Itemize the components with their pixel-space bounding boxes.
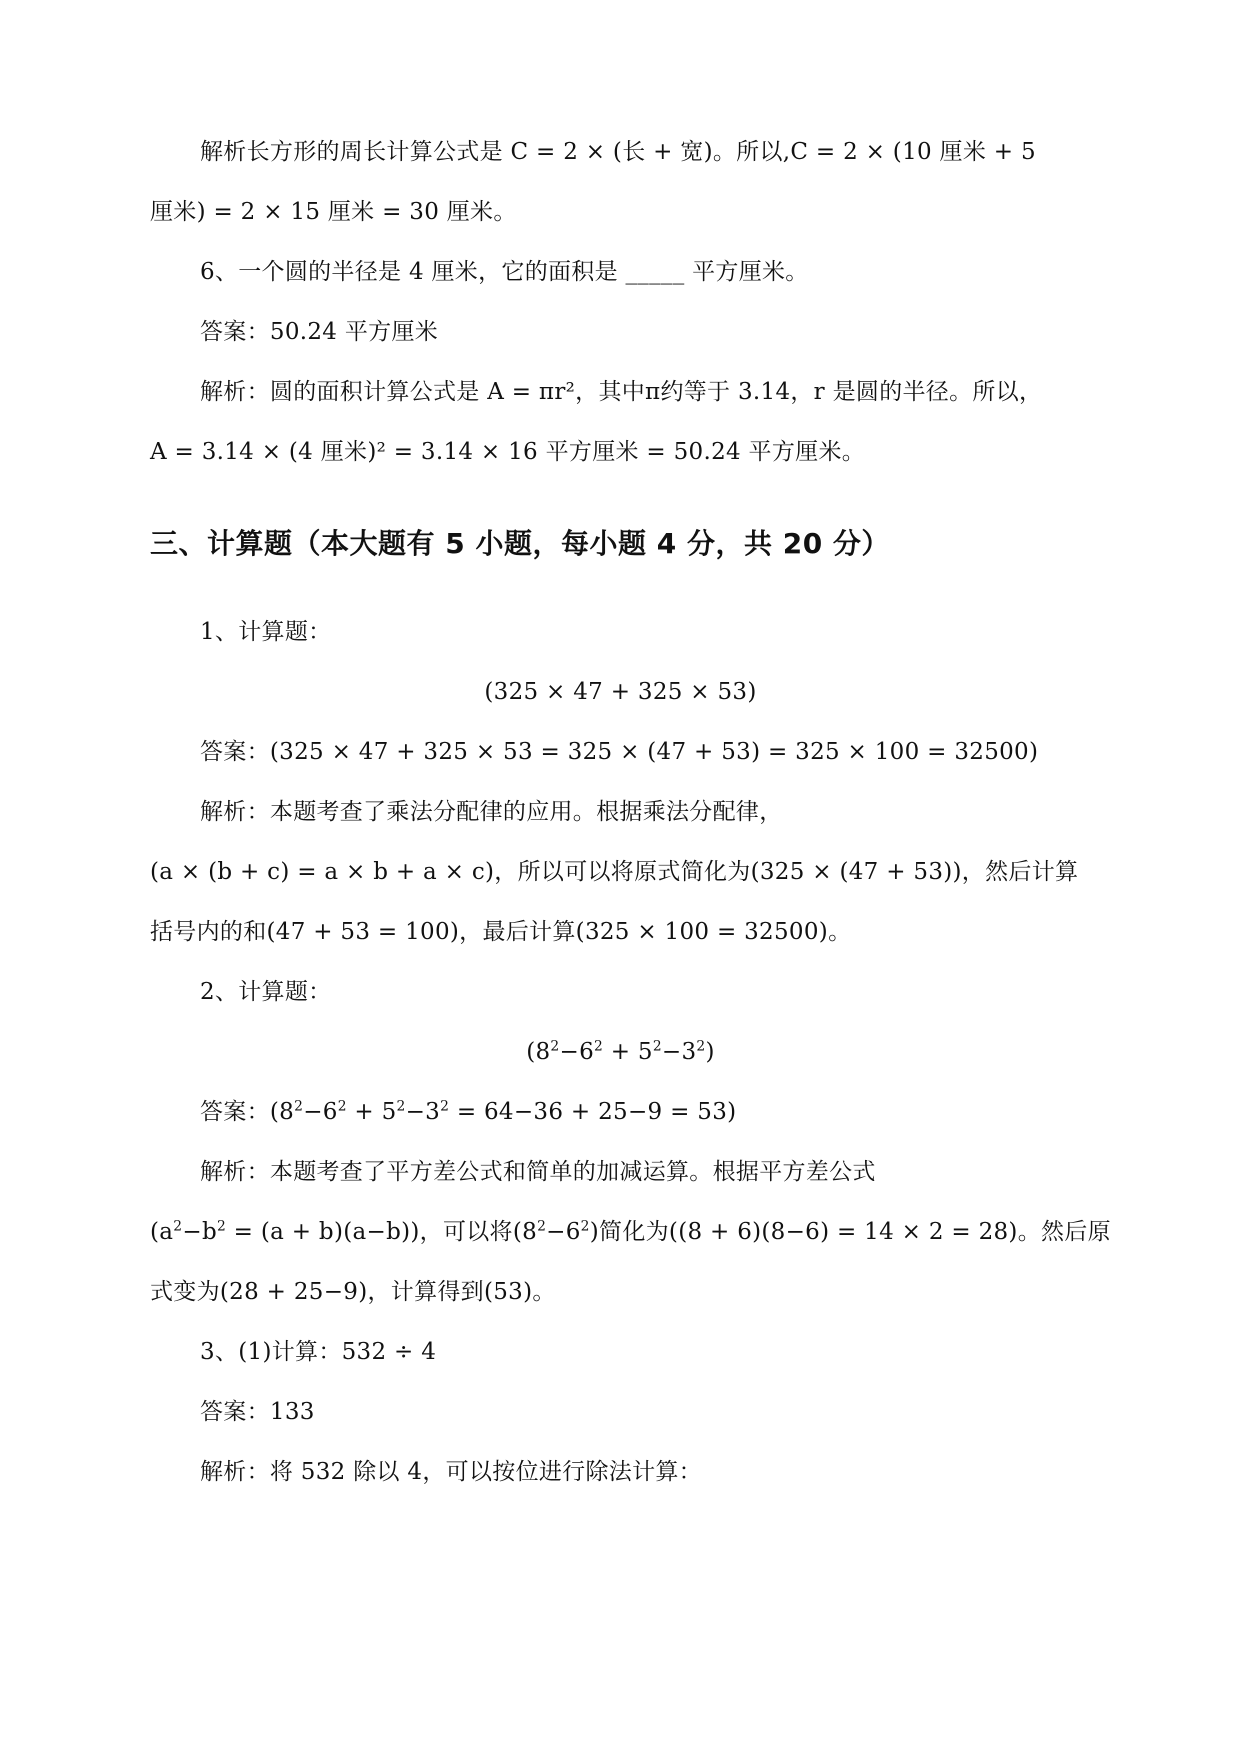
- section-heading: 三、计算题（本大题有 5 小题，每小题 4 分，共 20 分）: [150, 527, 890, 560]
- analysis-2: 解析：本题考查了平方差公式和简单的加减运算。根据平方差公式: [200, 1159, 876, 1185]
- expr-part: −6: [546, 1219, 581, 1245]
- question-6: 6、一个圆的半径是 4 厘米，它的面积是 _____ 平方厘米。: [200, 259, 809, 285]
- expr-part: (8: [526, 1039, 551, 1065]
- expression-1: (325 × 47 + 325 × 53): [484, 679, 757, 705]
- exponent: 2: [550, 1038, 560, 1055]
- expr-part: −3: [405, 1099, 441, 1125]
- question-3: 3、(1)计算：532 ÷ 4: [200, 1339, 437, 1365]
- text-line: [150, 1216, 1111, 1248]
- exponent: 2: [173, 1218, 183, 1235]
- expr-part: = (a + b)(a−b))，可以将(8: [226, 1219, 538, 1245]
- expr-part: )简化为((8 + 6)(8−6) = 14 × 2 = 28)。然后原: [589, 1219, 1111, 1245]
- question-1: 1、计算题：: [200, 619, 332, 645]
- expr-part: −3: [661, 1039, 697, 1065]
- answer-label: 答案：: [200, 1099, 270, 1125]
- text-line: 解析长方形的周长计算公式是 C = 2 × (长 + 宽)。所以,C = 2 × (10 厘米 + 5: [200, 139, 1036, 165]
- answer-2: [200, 1096, 736, 1128]
- text-line: 式变为(28 + 25−9)，计算得到(53)。: [150, 1279, 556, 1305]
- text-line: A = 3.14 × (4 厘米)² = 3.14 × 16 平方厘米 = 50.24 平方厘米。: [150, 439, 866, 465]
- analysis-1: 解析：本题考查了乘法分配律的应用。根据乘法分配律，: [200, 799, 783, 825]
- expression-2: [0, 1036, 1241, 1068]
- expr-part: −6: [303, 1099, 338, 1125]
- expr-part: + 5: [603, 1039, 653, 1065]
- exponent: 2: [294, 1098, 304, 1115]
- exponent: 2: [537, 1218, 547, 1235]
- exponent: 2: [696, 1038, 706, 1055]
- exponent: 2: [652, 1038, 662, 1055]
- exponent: 2: [337, 1098, 347, 1115]
- exponent: 2: [440, 1098, 450, 1115]
- text-line: (a × (b + c) = a × b + a × c)，所以可以将原式简化为(325 × (47 + 53))，然后计算: [150, 859, 1079, 885]
- expr-part: (a: [150, 1219, 174, 1245]
- answer-3: 答案：133: [200, 1399, 315, 1425]
- exponent: 2: [580, 1218, 590, 1235]
- text-line: 厘米) = 2 × 15 厘米 = 30 厘米。: [150, 199, 517, 225]
- exponent: 2: [594, 1038, 604, 1055]
- expr-part: −6: [559, 1039, 595, 1065]
- analysis-6: 解析：圆的面积计算公式是 A = πr²，其中π约等于 3.14，r 是圆的半径。所以，: [200, 379, 1043, 405]
- analysis-3: 解析：将 532 除以 4，可以按位进行除法计算：: [200, 1459, 702, 1485]
- expr-part: = 64−36 + 25−9 = 53): [449, 1099, 737, 1125]
- question-2: 2、计算题：: [200, 979, 332, 1005]
- expr-part: + 5: [346, 1099, 397, 1125]
- expr-part: −b: [182, 1219, 217, 1245]
- exponent: 2: [396, 1098, 406, 1115]
- expr-part: ): [705, 1039, 715, 1065]
- exponent: 2: [216, 1218, 227, 1235]
- answer-1: 答案：(325 × 47 + 325 × 53 = 325 × (47 + 53) = 325 × 100 = 32500): [200, 739, 1039, 765]
- expr-part: (8: [269, 1099, 295, 1125]
- answer-6: 答案：50.24 平方厘米: [200, 319, 439, 345]
- text-line: 括号内的和(47 + 53 = 100)，最后计算(325 × 100 = 32500)。: [150, 919, 852, 945]
